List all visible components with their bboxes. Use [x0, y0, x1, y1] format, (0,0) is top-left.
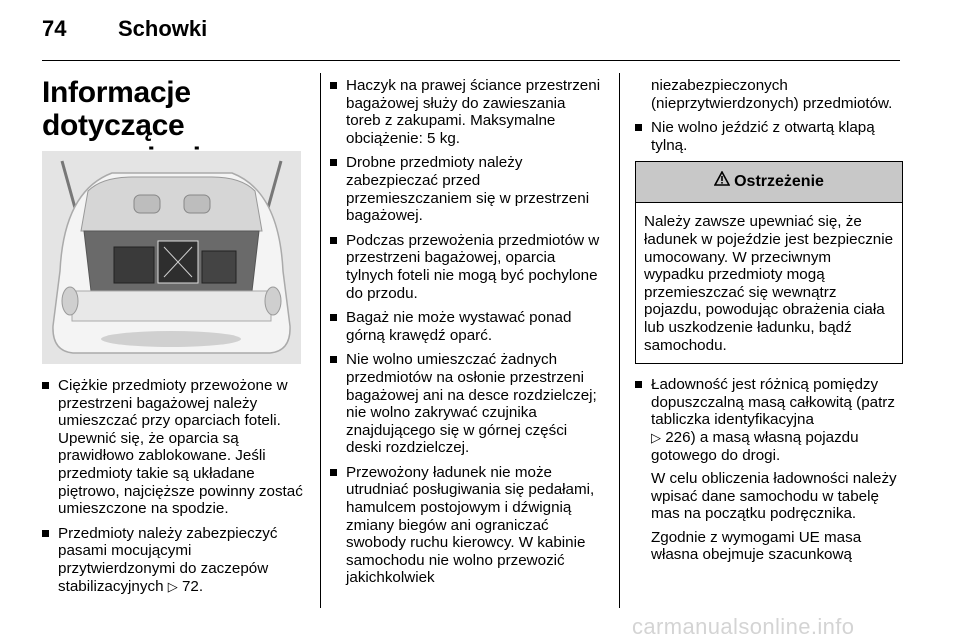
list-item: Podczas przewożenia przedmiotów w przestrzeni bagażowej, oparcia tylnych foteli nie mogą być pochylone do przodu. — [330, 232, 604, 302]
list-item: Bagaż nie może wystawać ponad górną krawędź oparć. — [330, 309, 604, 344]
page-ref[interactable]: 226) a masą własną pojazdu gotowego do drogi. — [651, 428, 859, 464]
watermark: carmanualsonline.info — [632, 614, 855, 639]
chapter-title: Schowki — [118, 16, 208, 41]
list-item: Przewożony ładunek nie może utrudniać posługiwania się pedałami, hamulcem postojowym i dźwignią zmiany biegów ani ograniczać swobody ruchu kierowcy. W kabinie samochodu nie wolno przewozić jakichkolwiek — [330, 464, 604, 587]
list-item: Nie wolno jeździć z otwartą klapą tylną. — [635, 119, 903, 154]
warning-text: Należy zawsze upewniać się, że ładunek w pojeździe jest bezpiecznie umocowany. W przeciwnym wypadku przedmioty mogą przemieszczać się wewnątrz pojazdu, powodując obrażenia ciała lub uszkodzenie ładunku, bądź samochodu. — [644, 213, 894, 354]
column-divider-2 — [619, 73, 620, 608]
warning-box — [635, 161, 903, 364]
warning-header — [636, 162, 902, 203]
trunk-illustration — [42, 151, 301, 364]
page-number: 74 — [42, 16, 67, 41]
list-item: Ciężkie przedmioty przewożone w przestrzeni bagażowej należy umieszczać przy oparciach foteli. Upewnić się, że oparcia są prawidłowo zablokowane. Jeśli przedmioty takie są układane piętrowo, najcięższe powinny zostać umieszczone na spodzie. — [42, 377, 308, 518]
header-divider — [42, 60, 900, 61]
page-ref-icon: ▷ — [651, 429, 661, 445]
column-1 — [42, 377, 308, 602]
warning-title: Ostrzeżenie — [734, 173, 824, 191]
column-3 — [635, 77, 903, 571]
column-divider-1 — [320, 73, 321, 608]
column-2 — [330, 77, 604, 594]
page-ref[interactable]: 72. — [181, 577, 204, 595]
list-item: Przedmioty należy zabezpieczyć pasami mocującymi przytwierdzonymi do zaczepów stabilizacyjnych ▷ 72. — [42, 525, 308, 595]
warning-triangle-icon — [714, 162, 730, 202]
paragraph: W celu obliczenia ładowności należy wpisać dane samochodu w tabelę mas na początku podręcznika. — [651, 470, 897, 523]
page-ref-icon: ▷ — [167, 578, 178, 594]
continued-text: niezabezpieczonych (nieprzytwierdzonych) przedmiotów. — [651, 77, 893, 112]
section-title: Informacje dotyczące — [42, 76, 191, 142]
list-item: Ładowność jest różnicą pomiędzy dopuszczalną masą całkowitą (patrz tabliczka identyfikacyjna ▷ 226) a masą własną pojazdu gotowego do drogi. W celu obliczenia ładowności należy wpisać dane samochodu w tabelę mas na początku podręcznika. Zgodnie z wymogami UE masa własna obejmuje szacunkową — [635, 376, 903, 564]
paragraph: Zgodnie z wymogami UE masa własna obejmuje szacunkową — [651, 528, 862, 564]
list-item: Drobne przedmioty należy zabezpieczać przed przemieszczaniem się w przestrzeni bagażowej. — [330, 154, 604, 224]
list-item: Nie wolno umieszczać żadnych przedmiotów na osłonie przestrzeni bagażowej ani na desce rozdzielczej; nie wolno zakrywać czujnika znajdującego się w górnej części deski rozdzielczej. — [330, 351, 604, 457]
list-item: Haczyk na prawej ściance przestrzeni bagażowej służy do zawieszania toreb z zakupami. Maksymalne obciążenie: 5 kg. — [330, 77, 604, 147]
